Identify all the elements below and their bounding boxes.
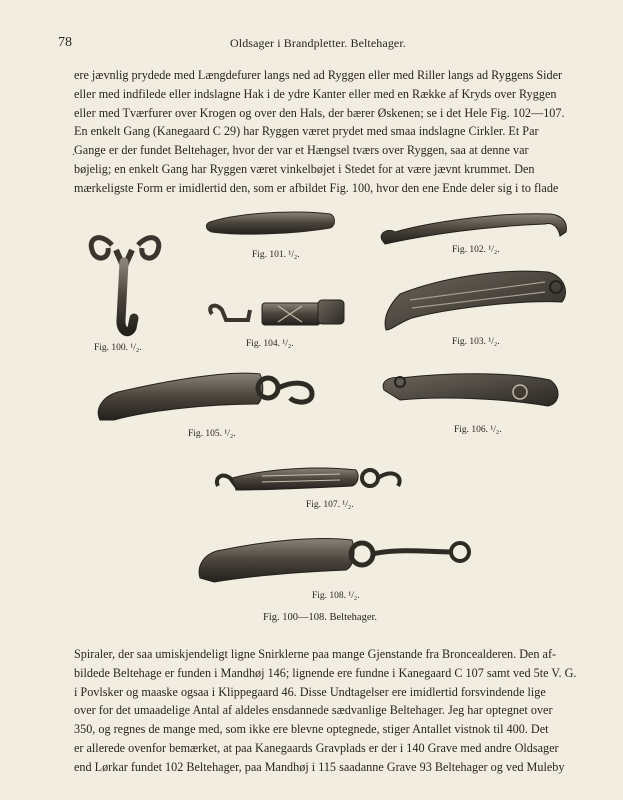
text-line: Gange er der fundet Beltehager, hvor der var et Hængsel tværs over Ryggen, saa at denne var: [74, 143, 529, 158]
belt-hook-fig103: [385, 271, 565, 330]
caption-fig108: Fig. 108. ¹/₂.: [312, 591, 360, 601]
text-line: eller med Tværfurer over Krogen og over den Hals, der bærer Øskenen; se i det Hele Fig. 102—107.: [74, 105, 565, 120]
text-line: bildede Beltehage er funden i Mandhøj 146; lignende ere fundne i Kanegaard C 107 samt ved 5te V. G.: [74, 665, 577, 680]
caption-fig100: Fig. 100. ¹/₂.: [94, 343, 142, 353]
text-line: end Lørkar fundet 102 Beltehager, paa Mandhøj i 115 saadanne Grave 93 Beltehager og ved Muleby: [74, 759, 565, 774]
caption-fig105: Fig. 105. ¹/₂.: [188, 429, 236, 439]
page-number: 78: [58, 35, 72, 50]
caption-fig107: Fig. 107. ¹/₂.: [306, 500, 354, 510]
belt-hook-fig100: [91, 238, 159, 332]
belt-hook-fig104: [210, 300, 344, 325]
text-line: ere jævnlig prydede med Længdefurer langs ned ad Ryggen eller med Riller langs ad Ryggens Sider: [74, 68, 563, 82]
belt-hook-fig105: [98, 373, 312, 420]
caption-fig106: Fig. 106. ¹/₂.: [454, 425, 502, 435]
caption-fig104: Fig. 104. ¹/₂.: [246, 339, 294, 349]
caption-fig101: Fig. 101. ¹/₂.: [252, 250, 300, 260]
belt-hook-fig101: [206, 212, 334, 234]
text-line: eller med indfilede eller indslagne Hak i de ydre Kanter eller med en Række af Kryds over Ryggen: [74, 86, 557, 101]
belt-hook-fig107: [217, 468, 400, 490]
text-line: 350, og regnes de mange med, som ikke ere blevne optegnede, stiger Antallet vistnok til 400. Det: [74, 722, 549, 737]
text-line: En enkelt Gang (Kanegaard C 29) har Ryggen været prydet med smaa indslagne Cirkler. Et Par: [74, 124, 539, 139]
text-line: Spiraler, der saa umiskjendeligt ligne Snirklerne paa mange Gjenstande fra Broncealderen. Den af-: [74, 647, 557, 661]
text-line: over for det umaadelige Antal af aldeles ensdannede sædvanlige Beltehager. Jeg har optegnet over: [74, 703, 553, 718]
belt-hook-fig108: [199, 538, 469, 582]
text-line: er allerede ovenfor bemærket, at paa Kanegaards Gravplads er der i 140 Grave med andre Oldsager: [74, 740, 559, 755]
caption-fig102: Fig. 102. ¹/₂.: [452, 245, 500, 255]
text-line: bøjelig; en enkelt Gang har Ryggen været vinkelbøjet i Stedet for at være jævnt krummet. Den: [74, 161, 535, 176]
margin-mark: ·: [72, 150, 76, 161]
caption-fig103: Fig. 103. ¹/₂.: [452, 337, 500, 347]
belt-hook-fig102: [381, 214, 566, 244]
running-title: Oldsager i Brandpletter. Beltehager.: [230, 36, 406, 50]
bottom-paragraph: [74, 645, 594, 777]
belt-hook-fig106: [383, 374, 558, 406]
figure-caption: Fig. 100—108. Beltehager.: [263, 612, 378, 623]
text-line: mærkeligste Form er imidlertid den, som er afbildet Fig. 100, hvor den ene Ende deler sig i to flade: [74, 180, 559, 195]
text-line: i Povlsker og maaske ogsaa i Klippegaard 46. Disse Undtagelser ere imidlertid forsvindende lige: [74, 684, 546, 699]
